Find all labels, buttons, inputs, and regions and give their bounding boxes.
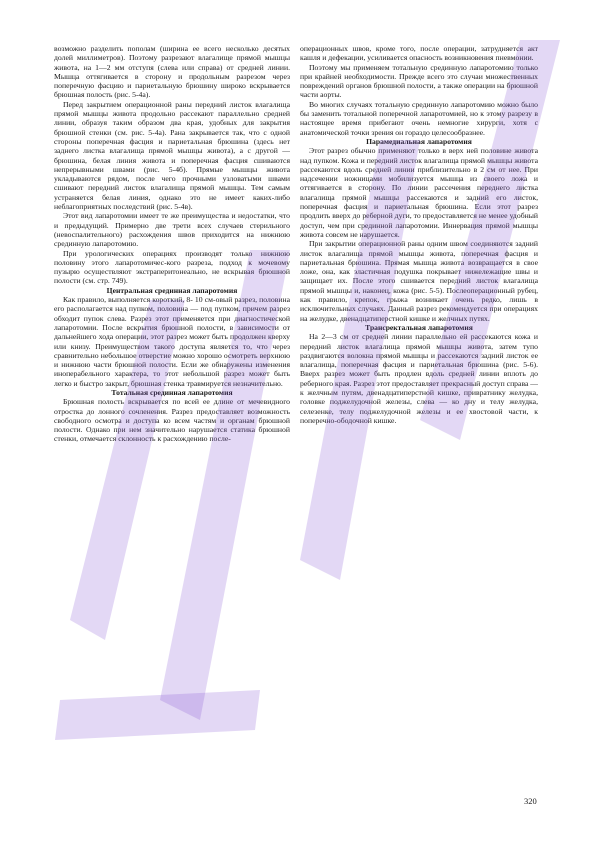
section-heading: Центральная срединная лапаротомия (106, 285, 238, 295)
paragraph: При закрытии операционной раны одним швом соединяются задний листок влагалища прямой мышцы живота, поперечная фасция и париетальная брюшина. Прямая мышца живота возвращается в свое ложе, она, как эластичная подушка покрывает нижележащие швы и защищает их. После этого сшивается передний листок влагалища прямой мышцы и, наконец, кожа (рис. 5-5). Послеоперационный рубец, как правило, крепок, грыжа возникает очень редко, лишь в исключительных случаях. Данный разрез рекомендуется при операциях на желудке, двенадцатиперстной кишке и желчных путях. (300, 239, 538, 323)
page-number: 320 (524, 796, 537, 806)
paragraph: Этот разрез обычно применяют только в верх ней половине живота над пупком. Кожа и передний листок влагалища прямой мышцы живота рассекаются вдоль средней линии приблизительно в 2 см от нее. При надсечении ножницами мобилизуется мышца из своего ложа и оттягивается в сторону. По линии рассечения переднего листка влагалища прямой мышцы рассекаются и задний его листок, поперечная фасция и париетальная брюшина. Если этот разрез продлить вверх до реберной дуги, то предоставляется не менее удобный доступ, чем при срединной лапаротомии. Иннервация прямой мышцы живота совсем не нарушается. (300, 146, 538, 239)
paragraph: Перед закрытием операционной раны передний листок влагалища прямой мышцы живота продольно рассекают параллельно средней линии, образуя таким образом два края, удобных для закрытия брюшной стенки (см. рис. 5-4а). Рана закрывается так, что с одной стороны поперечная фасция и париетальная брюшина (здесь нет заднего листка влагалища прямой мышцы живота), а с другой — брюшина, белая линия живота и поперечная фасция сшиваются непрерывными швами (рис. 5-4б). Прямые мышцы живота укладываются рядом, после чего прочными узловатыми швами сшивают передний листок влагалища прямой мышцы. Тем самым устраняется белая линия, однако это не имеет каких-либо неблагоприятных последствий (рис. 5-4в). (54, 99, 290, 212)
left-column (54, 44, 290, 444)
right-column (300, 44, 538, 425)
paragraph: Поэтому мы применяем тотальную срединную лапаротомию только при крайней необходимости. Прежде всего это случаи множественных повреждений органов брюшной полости, а также операции на брюшной части аорты. (300, 62, 538, 100)
section-heading: Трансректальная лапаротомия (365, 322, 473, 332)
paragraph: Этот вид лапаротомии имеет те же преимущества и недостатки, что и предыдущий. Примерно две трети всех случаев стерильного (невоспалительного) расхождения швов приходится на нижнюю срединную лапаротомию. (54, 211, 290, 249)
paragraph: Во многих случаях тотальную срединную лапаротомию можно было бы заменить тотальной поперечной лапаротомией, но к этому разрезу в настоящее время прибегают очень немногие хирурги, хотя с анатомической точки зрения он гораздо целесообразнее. (300, 99, 538, 137)
paragraph: Брюшная полость вскрывается по всей ее длине от мечевидного отростка до лонного сочленения. Разрез предоставляет возможность свободного осмотра и доступа ко всем частям и органам брюшной полости. Однако при нем значительно нарушается статика брюшной стенки, отмечается склонность к расхождению после- (54, 397, 290, 444)
paragraph: Как правило, выполняется короткий, 8- 10 см-овый разрез, половина его располагается над пупком, половина — под пупком, причем разрез обходит пупок слева. Разрез этот применяется при диагностической лапаротомии. После вскрытия брюшной полости, в зависимости от дальнейшего хода операции, этот разрез может быть продолжен кверху или книзу. Преимуществом такого доступа является то, что через сравнительно небольшое отверстие можно хорошо осмотреть верхнюю и нижнюю части брюшной полости. Если же обнаружены изменения иноперабельного характера, то этот небольшой разрез может быть легко и быстро закрыт, брюшная стенка травмируется незначительно. (54, 295, 290, 388)
paragraph: операционных швов, кроме того, после операции, затрудняется акт кашля и дефекации, усиливается опасность возникновения пневмонии. (300, 44, 538, 63)
paragraph: На 2—3 см от средней линии параллельно ей рассекаются кожа и передний листок влагалища прямой мышцы живота, затем тупо раздвигаются волокна прямой мышцы и рассекаются задний листок ее влагалища, поперечная фасция и париетальная брюшина (рис. 5-6). Вверх разрез может быть продлен вдоль средней линии вплоть до реберного края. Разрез этот предоставляет прекрасный доступ справа — к желчным путям, двенадцатиперстной кишке, привратнику желудка, головке поджелудочной железы, слева — ко дну и телу желудка, селезенке, телу поджелудочной железы и ее хвостовой части, к поперечно-ободочной кишке. (300, 332, 538, 425)
paragraph: возможно разделить пополам (ширина ее всего несколько десятых долей миллиметров). Поэтому разрезают влагалище прямой мышцы живота, на 1—2 мм отступя (слева или справа) от средней линии. Мышца оттягивается в сторону и продольным разрезом через поперечную фасцию и париетальную брюшину широко вскрывается брюшная полость (рис. 5-4а). (54, 44, 290, 100)
section-heading: Парамедиальная лапаротомия (366, 136, 472, 146)
paragraph: При урологических операциях производят только нижнюю половину этого лапаротомичес-кого разреза, подход к мочевому пузырю осуществляют экстраперитонеально, не вскрывая брюшной полости (см. стр. 749). (54, 248, 290, 286)
section-heading: Тотальная срединная лапаротомия (111, 387, 233, 397)
